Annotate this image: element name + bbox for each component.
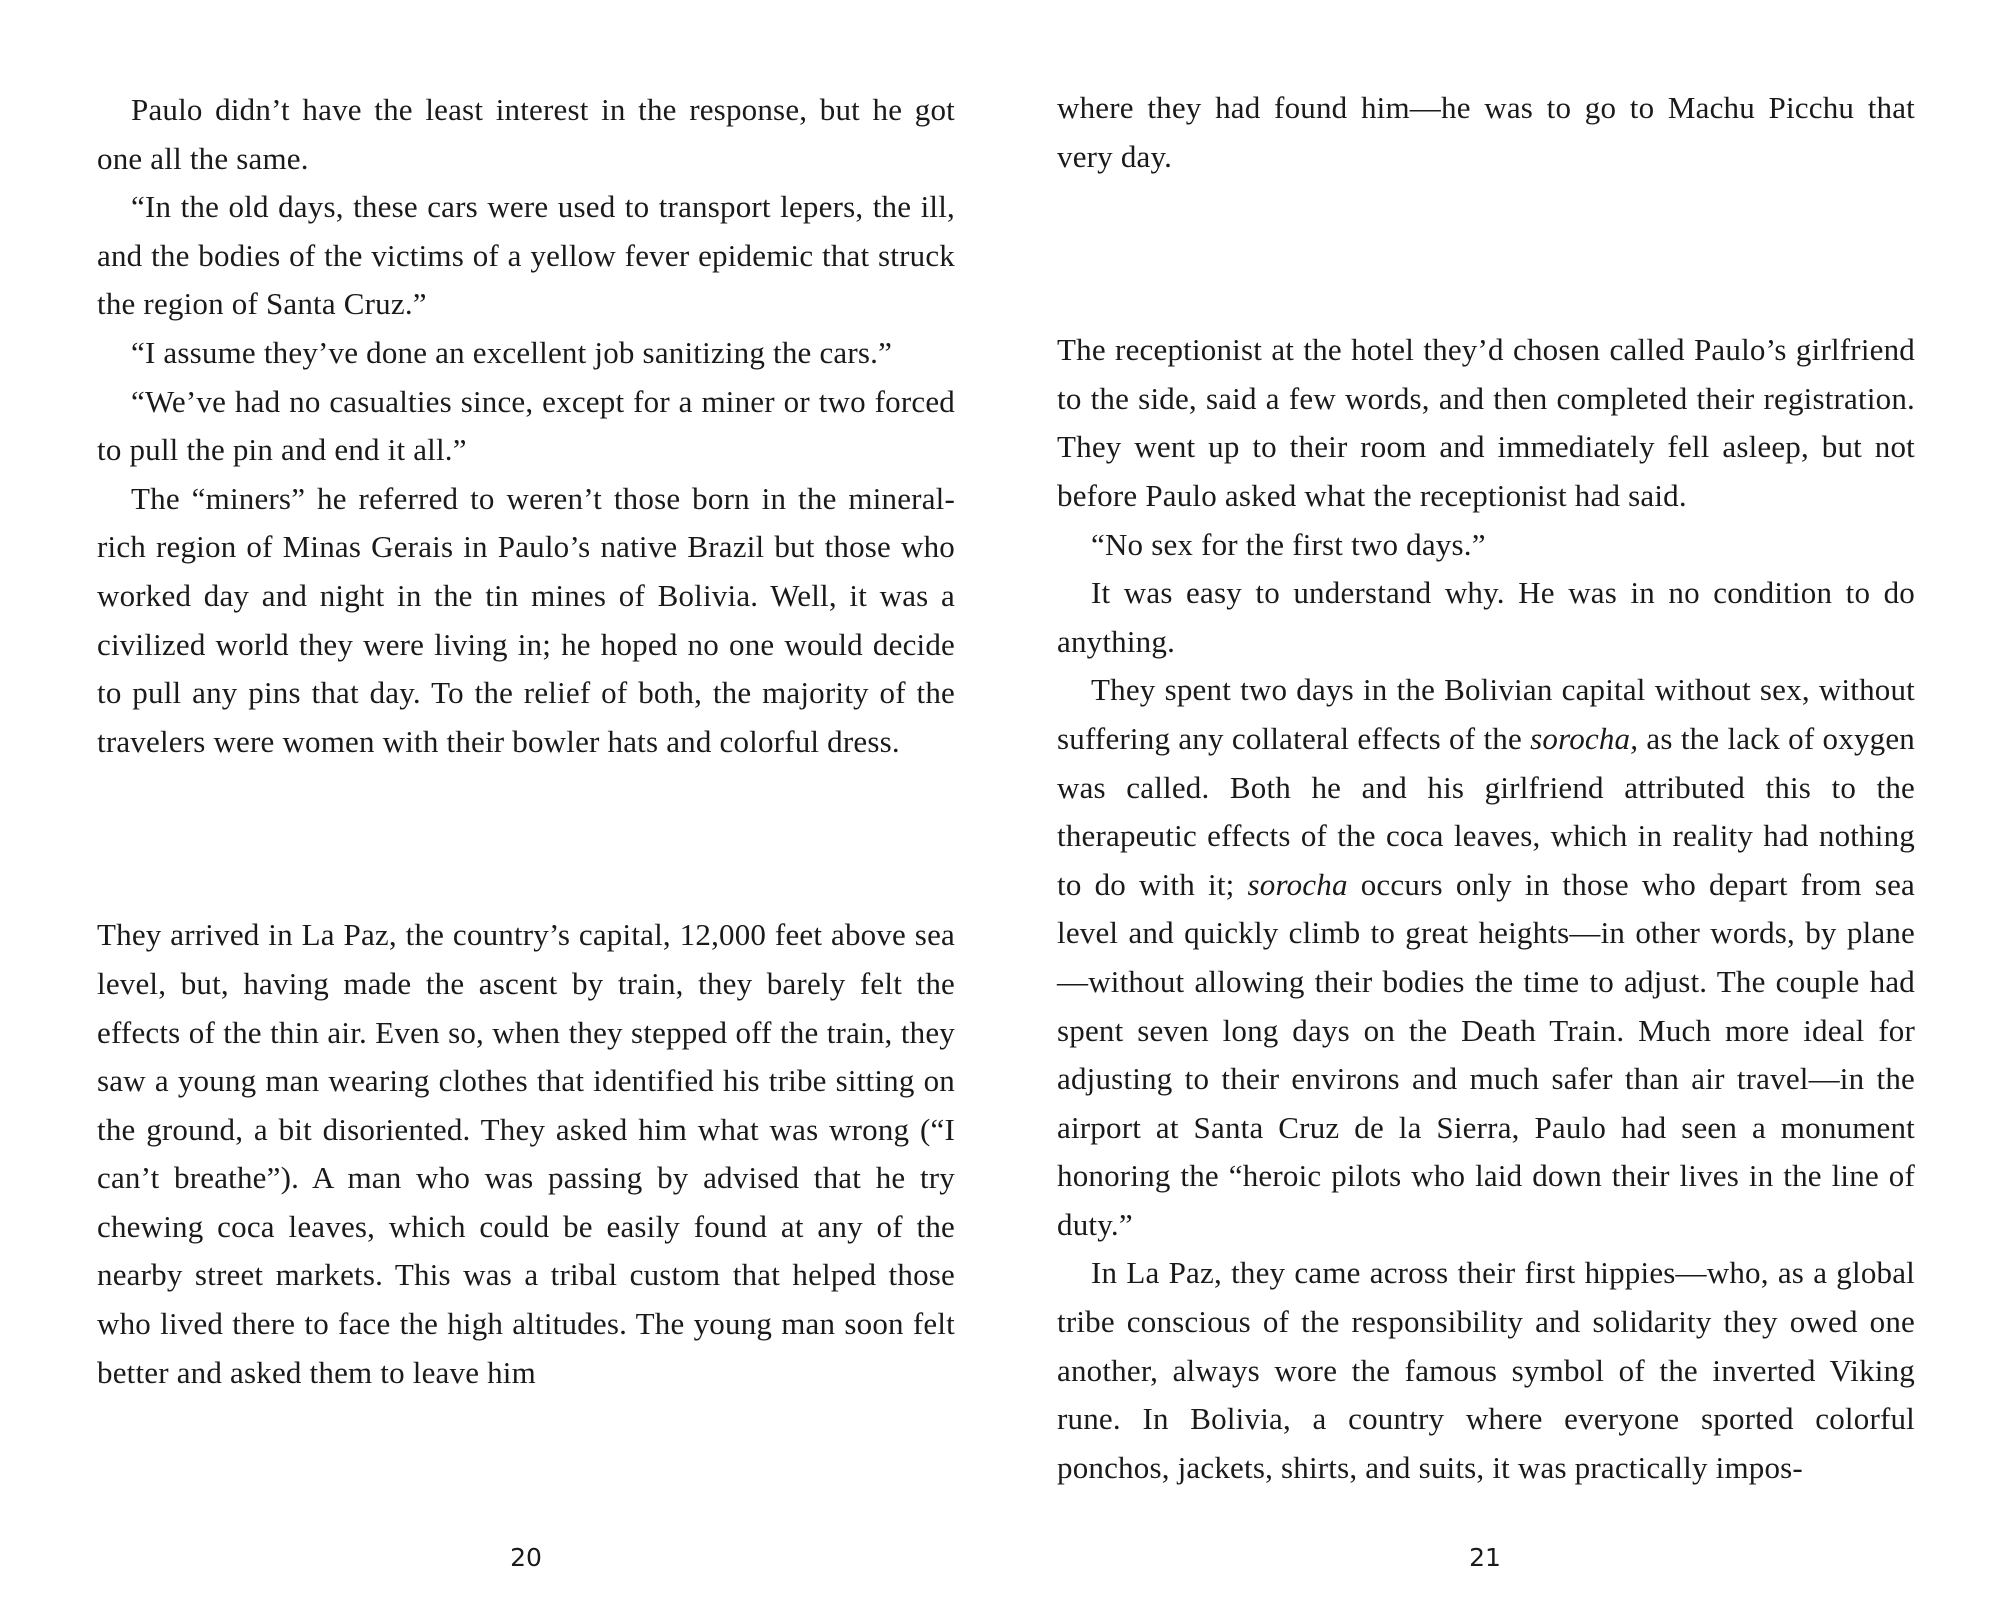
section-break xyxy=(1057,181,1915,326)
paragraph: where they had found him—he was to go to Machu Picchu that very day. xyxy=(1057,90,1915,174)
section-break xyxy=(97,766,955,911)
right-page-text xyxy=(1057,84,1915,1492)
left-page-text xyxy=(97,86,955,1397)
paragraph: The “miners” he referred to weren’t those born in the mineral-rich region of Minas Gerais in Paulo’s native Brazil but those who worked day and night in the tin mines of Bolivia. Well, it was a civilized world they were living in; he hoped no one would decide to pull any pins that day. To the relief of both, the majority of the travelers were women with their bowler hats and colorful dress. xyxy=(97,480,955,759)
italic-term: sorocha xyxy=(1247,866,1348,902)
paragraph xyxy=(1057,666,1915,1249)
paragraph: “I assume they’ve done an excellent job sanitizing the cars.” xyxy=(131,334,893,370)
page-number: 20 xyxy=(510,1543,542,1572)
right-page xyxy=(1000,0,2000,1617)
paragraph: The receptionist at the hotel they’d chosen called Paulo’s girlfriend to the side, said a few words, and then completed their registration. They went up to their room and immediately fell asleep, but not before Paulo asked what the receptionist had said. xyxy=(1057,332,1915,513)
text-span: as the lack of oxygen was called. Both he and his girlfriend attributed this to the therapeutic effects of the coca leaves, which in reality had nothing to do with it; xyxy=(1057,720,1915,902)
page-number: 21 xyxy=(1469,1543,1501,1572)
italic-term: sorocha, xyxy=(1530,720,1639,756)
paragraph: “In the old days, these cars were used to transport lepers, the ill, and the bodies of the victims of a yellow fever epidemic that struck the region of Santa Cruz.” xyxy=(97,189,955,322)
paragraph: It was easy to understand why. He was in no condition to do anything. xyxy=(1057,575,1915,659)
paragraph: In La Paz, they came across their first hippies—who, as a global tribe conscious of the responsibility and solidarity they owed one another, always wore the famous symbol of the inverted Viking rune. In Bolivia, a country where everyone sported colorful ponchos, jackets, shirts, and suits, it was practically impos- xyxy=(1057,1255,1915,1485)
paragraph: Paulo didn’t have the least interest in the response, but he got one all the same. xyxy=(97,92,955,176)
paragraph: “We’ve had no casualties since, except for a miner or two forced to pull the pin and end it all.” xyxy=(97,383,955,468)
paragraph: They arrived in La Paz, the country’s capital, 12,000 feet above sea level, but, having made the ascent by train, they barely felt the effects of the thin air. Even so, when they stepped off the train, they saw a young man wearing clothes that identified his tribe sitting on the ground, a bit disoriented. They asked him what was wrong (“I can’t breathe”). A man who was passing by advised that he try chewing coca leaves, which could be easily found at any of the nearby street markets. This was a tribal custom that helped those who lived there to face the high altitudes. The young man soon felt better and asked them to leave him xyxy=(97,917,955,1390)
paragraph: “No sex for the first two days.” xyxy=(1091,526,1486,562)
text-span: They spent two days in the Bolivian capital without sex, without suffering any collateral effects of the xyxy=(1057,672,1915,756)
text-span: occurs only in those who depart from sea level and quickly climb to great heights—in other words, by plane—without allowing their bodies the time to adjust. The couple had spent seven long days on the Death Train. Much more ideal for adjusting to their environs and much safer than air travel—in the airport at Santa Cruz de la Sierra, Paulo had seen a monument honoring the “heroic pilots who laid down their lives in the line of duty.” xyxy=(1057,866,1915,1242)
